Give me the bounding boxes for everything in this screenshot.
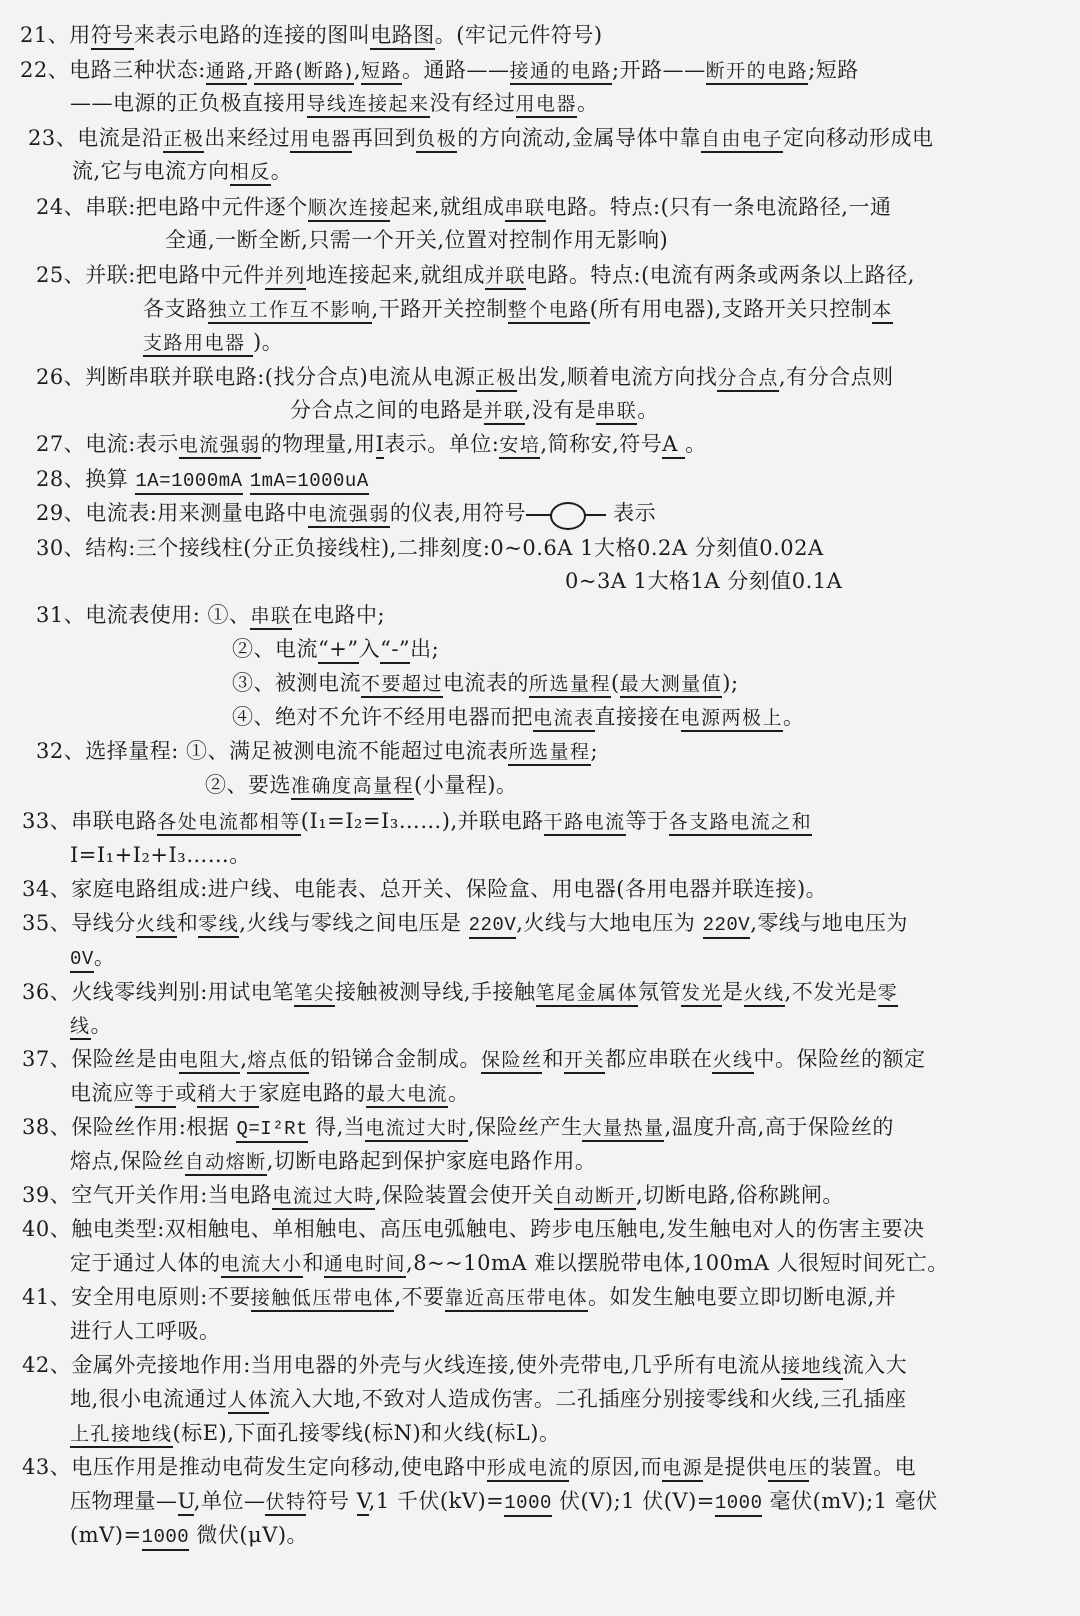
underlined-term: 本 (872, 299, 893, 324)
text-segment: ,保险丝产生 (467, 1115, 583, 1139)
underlined-term: A (662, 432, 685, 459)
underlined-term: 靠近高压带电体 (445, 1287, 589, 1312)
text-segment: ②、要选 (205, 773, 291, 797)
underlined-term: 电流大小 (221, 1253, 303, 1278)
text-line (70, 90, 599, 116)
underlined-term: 火线 (744, 982, 785, 1007)
text-segment: ;短路 (808, 58, 859, 82)
text-segment: 35、导线分 (22, 911, 136, 935)
text-segment: 各支路 (143, 297, 208, 321)
underlined-term: 熔点低 (247, 1049, 309, 1074)
text-segment: ); (722, 671, 739, 695)
text-segment: 氖管 (638, 980, 682, 1004)
text-segment: 23、电流是沿 (28, 126, 164, 150)
underlined-term: 开关 (564, 1049, 605, 1074)
text-segment: 起来,就组成 (389, 195, 505, 219)
text-segment: 直接接在 (594, 705, 681, 729)
underlined-term: 独立工作互不影响 (208, 299, 372, 324)
underlined-term: 各处电流都相等 (157, 811, 301, 836)
text-segment: 。 (270, 159, 293, 183)
text-line (70, 1148, 596, 1174)
underlined-term: 大量热量 (582, 1117, 664, 1142)
text-line (20, 22, 603, 48)
text-line (36, 364, 894, 390)
underlined-term: 用电器 (516, 93, 578, 118)
underlined-term: 分合点 (717, 367, 779, 392)
text-segment: ,8~~10mA 难以摆脱带电体,100mA 人很短时间死亡。 (406, 1251, 949, 1275)
text-line (70, 1250, 949, 1276)
text-line (143, 296, 893, 322)
text-segment: ,切断电路起到保护家庭电路作用。 (266, 1149, 597, 1173)
text-line (70, 1080, 470, 1106)
text-segment: 得,当 (307, 1115, 366, 1139)
text-segment: ,单位— (193, 1489, 266, 1513)
text-segment: 22、电路三种状态: (20, 58, 206, 82)
text-line (70, 1318, 221, 1344)
underlined-term: 220V (703, 914, 751, 939)
text-segment: 。 (90, 1013, 113, 1037)
text-line (70, 1522, 308, 1548)
text-segment: 伏(V);1 伏(V)= (551, 1489, 715, 1513)
text-segment: ,没有是 (524, 398, 597, 422)
text-line (22, 1284, 896, 1310)
text-segment: 是 (722, 980, 744, 1004)
text-segment: 电路。特点:(只有一条电流路径,一通 (545, 195, 892, 219)
text-segment: ,火线与大地电压为 (516, 911, 703, 935)
text-segment: 37、保险丝是由 (22, 1047, 179, 1071)
underlined-term: 串联 (505, 197, 546, 222)
underlined-term: 干路电流 (544, 811, 626, 836)
text-segment: 流,它与电流方向 (72, 159, 230, 183)
underlined-term: 1000 (504, 1492, 552, 1517)
text-segment: 26、判断串联并联电路:(找分合点)电流从电源 (36, 365, 476, 389)
underlined-term: I (376, 432, 385, 459)
underlined-term: 电流过大時 (272, 1185, 375, 1210)
underlined-term: V (357, 1489, 369, 1516)
underlined-term: 断开的电路 (706, 60, 809, 85)
underlined-term: 短路 (361, 60, 402, 85)
text-segment: (小量程)。 (414, 773, 518, 797)
text-segment: 出来经过 (204, 126, 291, 150)
underlined-term: 0V (70, 948, 94, 973)
underlined-term: 1A=1000mA (135, 470, 242, 495)
underlined-term: 1000 (715, 1492, 763, 1517)
underlined-term: 开路(断路) (254, 60, 354, 85)
underlined-term: 220V (469, 914, 517, 939)
text-segment: 在电路中; (291, 603, 386, 627)
underlined-term: 伏特 (265, 1491, 306, 1516)
text-segment: 微伏(μV)。 (189, 1523, 309, 1547)
underlined-term: 发光 (681, 982, 722, 1007)
text-segment: 和 (542, 1047, 564, 1071)
underlined-term: 保险丝 (481, 1049, 543, 1074)
underlined-term: 火线 (712, 1049, 753, 1074)
text-segment: ③、被测电流 (232, 671, 361, 695)
underlined-term: 电流过大时 (365, 1117, 468, 1142)
text-segment: 。 (448, 1081, 470, 1105)
text-line (22, 910, 908, 936)
underlined-term: 接通的电路 (510, 60, 613, 85)
text-segment: 接触被测导线,手接触 (334, 980, 536, 1004)
text-segment: 的仪表,用符号 (389, 501, 526, 525)
text-segment: 表示 (606, 501, 657, 525)
text-segment (243, 467, 250, 491)
text-segment: 是提供 (703, 1455, 768, 1479)
text-segment: 地,很小电流通过 (70, 1387, 228, 1411)
underlined-term: 最大测量值 (620, 673, 723, 698)
text-segment: 的物理量,用 (260, 432, 376, 456)
text-segment: 28、换算 (36, 467, 136, 491)
text-line (36, 738, 598, 764)
text-line (36, 431, 707, 457)
text-segment: ( (611, 671, 620, 695)
text-segment: 电流应 (70, 1081, 135, 1105)
underlined-term: 导线连接起来 (307, 93, 430, 118)
text-segment: ,切断电路,俗称跳闸。 (636, 1183, 844, 1207)
text-segment: 33、串联电路 (22, 809, 158, 833)
underlined-term: 电路图 (370, 23, 435, 50)
text-segment: 39、空气开关作用:当电路 (22, 1183, 273, 1207)
text-line (36, 602, 385, 628)
underlined-term: 等于 (135, 1083, 176, 1108)
text-segment: 流入大地,不致对人造成伤害。二孔插座分别接零线和火线,三孔插座 (268, 1387, 907, 1411)
underlined-term: 电流强弱 (179, 434, 261, 459)
underlined-term: 串联 (596, 400, 637, 425)
text-line (143, 329, 283, 355)
underlined-term: 火线 (136, 913, 177, 938)
text-segment: 定于通过人体的 (70, 1251, 221, 1275)
text-segment: ,简称安,符号 (540, 432, 663, 456)
text-segment: 29、电流表:用来测量电路中 (36, 501, 308, 525)
text-segment: 27、电流:表示 (36, 432, 179, 456)
underlined-term: 整个电路 (508, 299, 590, 324)
underlined-term: 符号 (91, 23, 134, 50)
text-segment: 的装置。电 (808, 1455, 917, 1479)
underlined-term: 稍大于 (197, 1083, 259, 1108)
text-line (165, 227, 668, 253)
text-segment: 流入大 (842, 1353, 908, 1377)
text-segment: 。通路—— (402, 58, 510, 82)
underlined-term: 接触低压带电体 (251, 1287, 395, 1312)
underlined-term: 准确度高量程 (291, 775, 414, 800)
text-segment: 家庭电路的 (258, 1081, 367, 1105)
underlined-term: 自动断开 (554, 1185, 636, 1210)
text-line (70, 842, 251, 868)
underlined-term: 电流强弱 (308, 503, 390, 528)
text-segment: 40、触电类型:双相触电、单相触电、高压电弧触电、跨步电压触电,发生触电对人的伤害主要决 (22, 1217, 925, 1241)
text-line (70, 1420, 561, 1446)
underlined-term: 自动熔断 (185, 1151, 267, 1176)
text-segment: 出; (410, 637, 440, 661)
text-segment: 入 (358, 637, 381, 661)
text-segment: 36、火线零线判别:用试电笔 (22, 980, 294, 1004)
text-segment: 分合点之间的电路是 (290, 398, 484, 422)
text-line (232, 670, 739, 696)
text-segment: 的铅锑合金制成。 (308, 1047, 481, 1071)
text-segment: 再回到 (351, 126, 417, 150)
text-line (70, 1488, 938, 1514)
text-line (70, 944, 115, 970)
text-segment: (标E),下面孔接零线(标N)和火线(标L)。 (172, 1421, 561, 1445)
underlined-term: 1mA=1000uA (250, 470, 369, 495)
underlined-term: 电源两极上 (681, 707, 784, 732)
text-segment: ②、电流 (232, 637, 318, 661)
underlined-term: 线 (70, 1015, 91, 1040)
underlined-term: 电源 (662, 1457, 703, 1482)
text-segment: 定向移动形成电 (782, 126, 934, 150)
text-segment: 。 (93, 945, 116, 969)
text-segment: 电路。特点:(电流有两条或两条以上路径, (526, 263, 915, 287)
text-segment: 和 (302, 1251, 325, 1275)
text-segment: ——电源的正负极直接用 (70, 91, 307, 115)
underlined-term: 笔尖 (294, 982, 335, 1007)
text-segment: 42、金属外壳接地作用:当用电器的外壳与火线连接,使外壳带电,几乎所有电流从 (22, 1353, 782, 1377)
underlined-term: 笔尾金属体 (536, 982, 639, 1007)
text-segment: 全通,一断全断,只需一个开关,位置对控制作用无影响) (165, 228, 669, 252)
text-line (70, 1012, 112, 1038)
underlined-term: 支路用电器 (143, 332, 253, 357)
text-line (22, 876, 827, 902)
text-segment: 没有经过 (429, 91, 516, 115)
text-segment: 来表示电路的连接的图叫 (133, 23, 371, 47)
underlined-term: 相反 (230, 161, 271, 186)
text-segment: 31、电流表使用: ①、 (36, 603, 251, 627)
text-segment: 等于 (625, 809, 669, 833)
text-segment: 34、家庭电路组成:进户线、电能表、总开关、保险盒、用电器(各用电器并联连接)。 (22, 877, 828, 901)
underlined-term: 正极 (476, 367, 517, 392)
underlined-term: U (178, 1489, 194, 1516)
underlined-term: 人体 (228, 1389, 269, 1414)
underlined-term: 接地线 (781, 1355, 843, 1380)
text-segment: 。 (577, 91, 599, 115)
text-segment: I=I₁+I₂+I₃……。 (70, 843, 251, 867)
text-line (36, 194, 891, 220)
underlined-term: 所选量程 (529, 673, 611, 698)
text-segment: ,零线与地电压为 (750, 911, 908, 935)
underlined-term: “-” (380, 637, 410, 664)
text-segment: ,有分合点则 (778, 365, 894, 389)
underlined-term: 自由电子 (701, 128, 783, 153)
text-line (22, 1216, 924, 1242)
underlined-term: 上孔接地线 (70, 1423, 173, 1448)
underlined-term: 并联 (485, 265, 526, 290)
text-line (28, 125, 933, 151)
text-segment: 出发,顺着电流方向找 (516, 365, 718, 389)
underlined-term: 零 (878, 982, 899, 1007)
underlined-term: 最大电流 (366, 1083, 448, 1108)
text-segment: 38、保险丝作用:根据 (22, 1115, 237, 1139)
text-segment: 毫伏(mV);1 毫伏 (762, 1489, 938, 1513)
underlined-term: 电阻大 (179, 1049, 241, 1074)
text-segment: , (240, 1047, 248, 1071)
text-segment: 熔点,保险丝 (70, 1149, 185, 1173)
text-segment: 。 (637, 398, 659, 422)
text-segment: ,保险装置会使开关 (374, 1183, 554, 1207)
underlined-term: 通路 (206, 60, 247, 85)
underlined-term: 顺次连接 (308, 197, 390, 222)
underlined-term: 电流表 (533, 707, 595, 732)
text-segment: )。 (253, 330, 284, 354)
text-line (22, 808, 812, 834)
text-segment: 24、串联:把电路中元件逐个 (36, 195, 308, 219)
text-segment: 。如发生触电要立即切断电源,并 (588, 1285, 897, 1309)
underlined-term: 安培 (499, 434, 540, 459)
text-line (205, 772, 517, 798)
text-segment: ,不要 (394, 1285, 445, 1309)
underlined-term: 1000 (142, 1526, 190, 1551)
text-segment: ④、绝对不允许不经用电器而把 (232, 705, 533, 729)
text-line (70, 1386, 907, 1412)
text-line (72, 158, 292, 184)
text-line (36, 500, 656, 526)
text-segment: , (353, 58, 362, 82)
underlined-term: 形成电流 (487, 1457, 569, 1482)
text-segment: 21、用 (20, 23, 91, 47)
text-segment: 表示。单位: (384, 432, 500, 456)
underlined-term: 通电时间 (324, 1253, 406, 1278)
text-segment: , (246, 58, 254, 82)
text-line (290, 397, 659, 423)
text-segment: 25、并联:把电路中元件 (36, 263, 265, 287)
text-line (22, 1454, 916, 1480)
underlined-term: 并联 (484, 400, 525, 425)
underlined-term: 并列 (265, 265, 306, 290)
underlined-term: 各支路电流之和 (669, 811, 813, 836)
text-segment: 进行人工呼吸。 (70, 1319, 221, 1343)
text-segment: 和 (176, 911, 199, 935)
text-segment: ;开路—— (612, 58, 706, 82)
text-line (232, 636, 439, 662)
underlined-term: 不要超过 (361, 673, 443, 698)
text-segment: 中。保险丝的额定 (753, 1047, 926, 1071)
text-line (22, 1352, 907, 1378)
underlined-term: 正极 (163, 128, 204, 153)
text-segment: ,温度升高,高于保险丝的 (664, 1115, 894, 1139)
text-segment: ,干路开关控制 (371, 297, 508, 321)
text-segment: 或 (175, 1081, 198, 1105)
text-segment: (I₁=I₂=I₃……),并联电路 (300, 809, 544, 833)
text-segment: 。 (685, 432, 707, 456)
ammeter-symbol-icon (526, 502, 606, 528)
text-line (36, 535, 824, 561)
text-segment: 压物理量— (70, 1489, 178, 1513)
underlined-term: 负极 (416, 128, 457, 153)
underlined-term: 零线 (198, 913, 239, 938)
text-segment: 30、结构:三个接线柱(分正负接线柱),二排刻度:0~0.6A 1大格0.2A 分刻值0.02A (36, 536, 824, 560)
text-segment: 符号 (306, 1489, 357, 1513)
text-segment: 。 (783, 705, 805, 729)
text-line (22, 979, 898, 1005)
text-line (22, 1182, 844, 1208)
underlined-term: 所选量程 (508, 741, 590, 766)
text-line (565, 568, 842, 594)
text-segment: ,1 千伏(kV)= (368, 1489, 505, 1513)
text-segment: ,火线与零线之间电压是 (239, 911, 469, 935)
underlined-term: 串联 (250, 605, 291, 630)
text-line (22, 1046, 926, 1072)
text-segment: 都应串联在 (604, 1047, 713, 1071)
text-segment: 41、安全用电原则:不要 (22, 1285, 251, 1309)
text-segment: 的方向流动,金属导体中靠 (457, 126, 701, 150)
text-segment: ,不发光是 (784, 980, 878, 1004)
underlined-term: 用电器 (290, 128, 352, 153)
text-line (36, 466, 369, 492)
text-line (36, 262, 915, 288)
text-line (232, 704, 805, 730)
text-segment: 0~3A 1大格1A 分刻值0.1A (565, 569, 843, 593)
text-segment: 43、电压作用是推动电荷发生定向移动,使电路中 (22, 1455, 487, 1479)
text-segment: 的原因,而 (568, 1455, 663, 1479)
underlined-term: Q=I²Rt (236, 1118, 307, 1143)
text-segment: (mV)= (70, 1523, 142, 1547)
underlined-term: “+” (318, 637, 359, 664)
text-segment: 地连接起来,就组成 (305, 263, 485, 287)
text-segment: 电流表的 (443, 671, 530, 695)
text-line (22, 1114, 894, 1140)
underlined-term: 电压 (768, 1457, 809, 1482)
text-line (20, 57, 859, 83)
text-segment: 32、选择量程: ①、满足被测电流不能超过电流表 (36, 739, 509, 763)
text-segment: 。(牢记元件符号) (434, 23, 603, 47)
text-segment: ; (590, 739, 599, 763)
text-segment: (所有用电器),支路开关只控制 (589, 297, 873, 321)
